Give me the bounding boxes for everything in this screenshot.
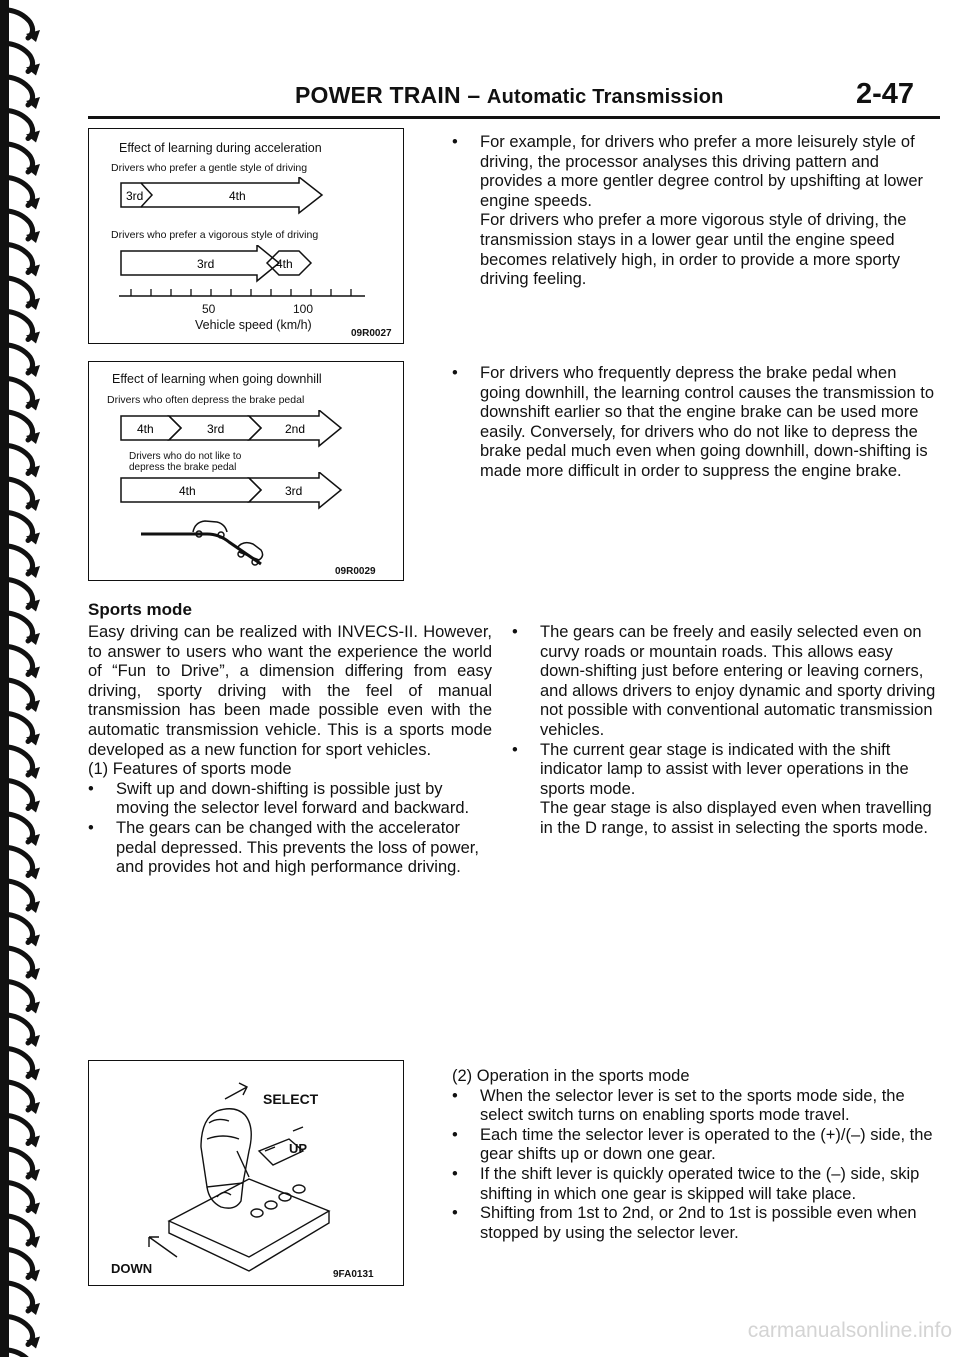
- binding-edge: [0, 0, 60, 1357]
- bullet: •: [88, 818, 94, 837]
- gear-label: 4th: [137, 422, 154, 436]
- feature-text: The current gear stage is indicated with the shift indicator lamp to assist with lever operations in the sports mode.: [540, 740, 909, 798]
- up-label: UP: [289, 1141, 308, 1156]
- figure-acceleration: [88, 128, 404, 344]
- figure-code: 09R0027: [351, 328, 392, 339]
- bullet: •: [452, 364, 458, 382]
- selector-lever-illustration: [89, 1061, 405, 1287]
- axis-tick: 50: [202, 302, 216, 316]
- gear-label: 2nd: [285, 422, 306, 436]
- operation-text: Each time the selector lever is operated to the (+)/(–) side, the gear shifts up or down one gear.: [480, 1125, 933, 1164]
- page-header: [295, 82, 724, 109]
- gear-label: 4th: [179, 484, 196, 498]
- bullet: •: [88, 779, 94, 798]
- axis-label: Vehicle speed (km/h): [195, 318, 312, 332]
- operation-text: If the shift lever is quickly operated twice to the (–) side, skip shifting in which one gear is skipped will take place.: [480, 1164, 920, 1203]
- sports-intro: Easy driving can be realized with INVECS-II. However, to answer to users who want the experience the world of “Fun to Drive”, a dimension differing from easy driving, sporty driving with the feel of manual transmission has been made possible even with the automatic transmission vehicle. This is a sports mode developed as a new function for sport vehicles.: [88, 623, 492, 759]
- vigorous-label: Drivers who prefer a vigorous style of driving: [111, 229, 319, 241]
- bullet: •: [452, 1204, 458, 1223]
- notlike-label: depress the brake pedal: [129, 462, 237, 473]
- operation-section: [452, 1067, 942, 1243]
- gear-label: 3rd: [285, 484, 303, 498]
- notlike-label: Drivers who do not like to: [129, 451, 242, 462]
- header-rule: [88, 116, 940, 119]
- gear-label: 3rd: [126, 189, 144, 203]
- header-subtitle: Automatic Transmission: [486, 86, 724, 108]
- select-label: SELECT: [263, 1091, 319, 1107]
- notlike-gear-bar: [89, 472, 405, 512]
- figure-code: 9FA0131: [333, 1269, 374, 1280]
- paragraph-text: For drivers who prefer a more vigorous style of driving, the transmission stays in a lower gear until the engine speed becomes relatively high, in order to provide a more sporty driving feeling.: [480, 211, 907, 289]
- operation-text: Shifting from 1st to 2nd, or 2nd to 1st is possible even when stopped by using the selector lever.: [480, 1204, 917, 1242]
- gentle-gear-bar: [89, 177, 405, 217]
- bullet: •: [512, 740, 518, 759]
- gear-label: 4th: [276, 257, 293, 271]
- figure-title: Effect of learning when going downhill: [112, 372, 322, 386]
- bullet: •: [452, 133, 458, 151]
- sports-left-column: [88, 623, 492, 878]
- feature-text: Swift up and down-shifting is possible just by moving the selector level forward and backward.: [116, 779, 470, 818]
- gear-label: 3rd: [207, 422, 225, 436]
- feature-text: The gears can be freely and easily selected even on curvy roads or mountain roads. This allows easy down-shifting just before entering or leaving corners, and allows drivers to enjoy dynamic and sporty driving not possible with conventional automatic transmission vehicles.: [540, 623, 936, 739]
- features-heading: (1) Features of sports mode: [88, 760, 292, 779]
- bullet: •: [512, 623, 518, 641]
- gear-label: 3rd: [197, 257, 215, 271]
- figure-title: Effect of learning during acceleration: [119, 141, 322, 155]
- figure-downhill: [88, 361, 404, 581]
- paragraph-text: For drivers who frequently depress the brake pedal when going downhill, the learning control causes the transmission to downshift earlier so that the engine brake can be used more easily. Conversely, for drivers who do not like to depress the brake pedal much even when going downhill, down-shifting is made more difficult in order to suppress the engine brake.: [480, 364, 935, 480]
- feature-text: The gears can be changed with the accelerator pedal depressed. This prevents the loss of power, and provides hot and high performance driving.: [116, 818, 479, 877]
- feature-text: The gear stage is also displayed even when travelling in the D range, to assist in selecting the sports mode.: [540, 799, 932, 837]
- bullet: •: [452, 1164, 458, 1183]
- bullet: •: [452, 1125, 458, 1144]
- figure-selector-lever: [88, 1060, 404, 1286]
- operation-text: When the selector lever is set to the sports mode side, the select switch turns on enabling sports mode travel.: [480, 1086, 905, 1125]
- vigorous-gear-bar: [89, 245, 405, 285]
- paragraph-leisurely: [452, 133, 940, 290]
- gentle-label: Drivers who prefer a gentle style of driving: [111, 162, 308, 174]
- paragraph-text: For example, for drivers who prefer a more leisurely style of driving, the processor analyses this driving pattern and provides a more gentler degree control by upshifting at lower engine speeds.: [480, 133, 923, 210]
- paragraph-downhill: [452, 364, 940, 482]
- header-title: POWER TRAIN –: [295, 82, 487, 108]
- operation-heading: (2) Operation in the sports mode: [452, 1067, 690, 1085]
- watermark: carmanualsonline.info: [747, 1319, 952, 1342]
- section-heading: Sports mode: [88, 600, 192, 619]
- down-label: DOWN: [111, 1261, 153, 1276]
- often-gear-bar: [89, 410, 405, 450]
- axis-tick: 100: [293, 302, 314, 316]
- gear-label: 4th: [229, 189, 246, 203]
- speed-axis: [89, 285, 405, 299]
- bullet: •: [452, 1086, 458, 1105]
- figure-code: 09R0029: [335, 566, 376, 577]
- sports-right-column: [512, 623, 940, 839]
- page-number: 2-47: [856, 78, 915, 110]
- often-label: Drivers who often depress the brake pedal: [107, 394, 305, 406]
